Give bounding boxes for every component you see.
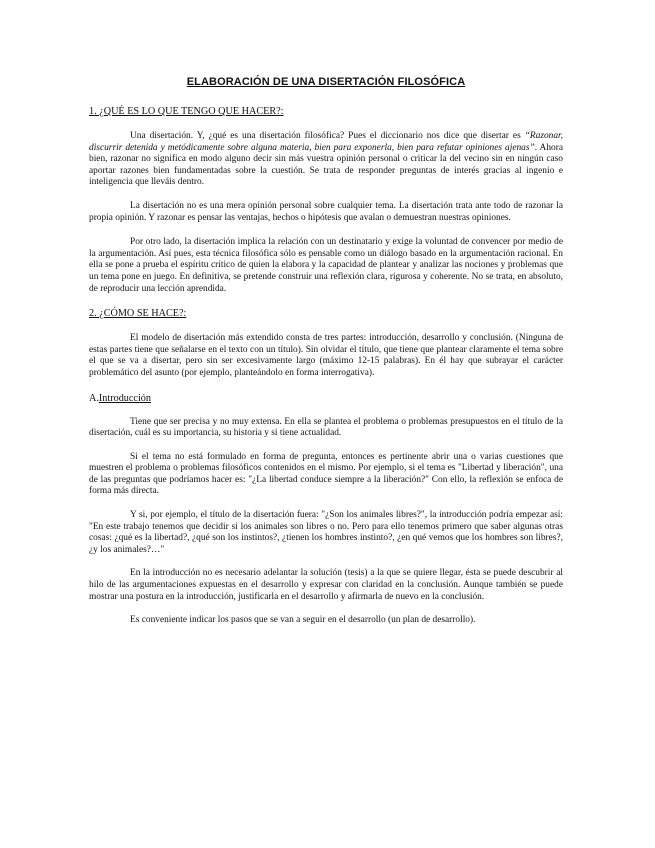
paragraph: Si el tema no está formulado en forma de pregunta, entonces es pertinente abrir una o varias cuestiones que muestren el problema o problemas filosóficos contenidos en el mismo. Por ejemplo, si el tema es "Libertad y liberación", una de las preguntas que podríamos hacer es: "¿La libertad conduce siempre a la liberación?" Con ello, la reflexión se enfoca de forma más directa. [89, 451, 563, 497]
paragraph-text: Una disertación. Y, ¿qué es una disertación filosófica? Pues el diccionario nos dice que disertar es [130, 131, 525, 141]
paragraph [89, 131, 563, 189]
section-heading-1: 1. ¿QUÉ ES LO QUE TENGO QUE HACER?: [89, 106, 284, 117]
paragraph: Tiene que ser precisa y no muy extensa. En ella se plantea el problema o problemas presupuestos en el título de la disertación, cuál es su importancia, su historia y si tiene actualidad. [89, 416, 563, 439]
paragraph: La disertación no es una mera opinión personal sobre cualquier tema. La disertación trata ante todo de razonar la propia opinión. Y razonar es pensar las ventajas, hechos o hipótesis que avalan o demuestran nuestras opiniones. [89, 200, 563, 223]
definition-quote: “Razonar, discurrir detenida y metódicamente sobre alguna materia, bien para exponerla, bien para refutar opiniones ajenas” [89, 131, 563, 153]
document-title: ELABORACIÓN DE UNA DISERTACIÓN FILOSÓFICA [186, 76, 466, 88]
document-body [89, 76, 563, 639]
paragraph: El modelo de disertación más extendido consta de tres partes: introducción, desarrollo y conclusión. (Ninguna de estas partes tiene que señalarse en el texto con un título). Sin olvidar el título, que tiene que plantear claramente el tema sobre el que se va a disertar, pero sin ser excesivamente largo (máximo 12-15 palabras). En él hay que subrayar el carácter problemático del asunto (por ejemplo, planteándolo en forma interrogativa). [89, 333, 563, 378]
paragraph-text: . Ahora bien, razonar no significa en modo alguno decir sin más vuestra opinión personal o criticar la del vecino sin en ningún caso aportar razones bien fundamentadas sobre la cuestión. Se trata de responder preguntas de interés gracias al ingenio e inteligencia que lleváis dentro. [89, 142, 563, 188]
paragraph: Es conveniente indicar los pasos que se van a seguir en el desarrollo (un plan de desarrollo). [130, 615, 476, 626]
subsection-prefix: A. [89, 392, 99, 404]
section-heading-2: 2. ¿CÓMO SE HACE?: [89, 308, 187, 320]
paragraph: En la introducción no es necesario adelantar la solución (tesis) a la que se quiere llegar, ésta se puede descubrir al hilo de las argumentaciones expuestas en el desarrollo y expresar con claridad en la conclusión. Aunque también se puede mostrar una postura en la introducción, justificarla en el desarrollo y afirmarla de nuevo en la conclusión. [89, 568, 563, 602]
paragraph: Y si, por ejemplo, el título de la disertación fuera: "¿Son los animales libres?", la introducción podría empezar así: "En este trabajo tenemos que decidir si los animales son libres o no. Pero para ello tenemos primero que saber algunas otras cosas: ¿qué es la libertad?, ¿qué son los instintos?, ¿tienen los hombres instinto?, ¿en qué vemos que los hombres son libres?, ¿y los animales?…" [89, 510, 563, 555]
subsection-heading-introduccion [89, 393, 563, 404]
subsection-label: Introducción [98, 392, 151, 404]
paragraph: Por otro lado, la disertación implica la relación con un destinatario y exige la voluntad de convencer por medio de la argumentación. Así pues, esta técnica filosófica sólo es pensable como un diálogo basado en la argumentación racional. En ella se pone a prueba el espíritu crítico de quien la elabora y la capacidad de plantear y analizar las nociones y problemas que un tema pone en juego. En definitiva, se pretende construir una reflexión clara, rigurosa y coherente. No se trata, en absoluto, de reproducir una lección aprendida. [89, 237, 563, 294]
